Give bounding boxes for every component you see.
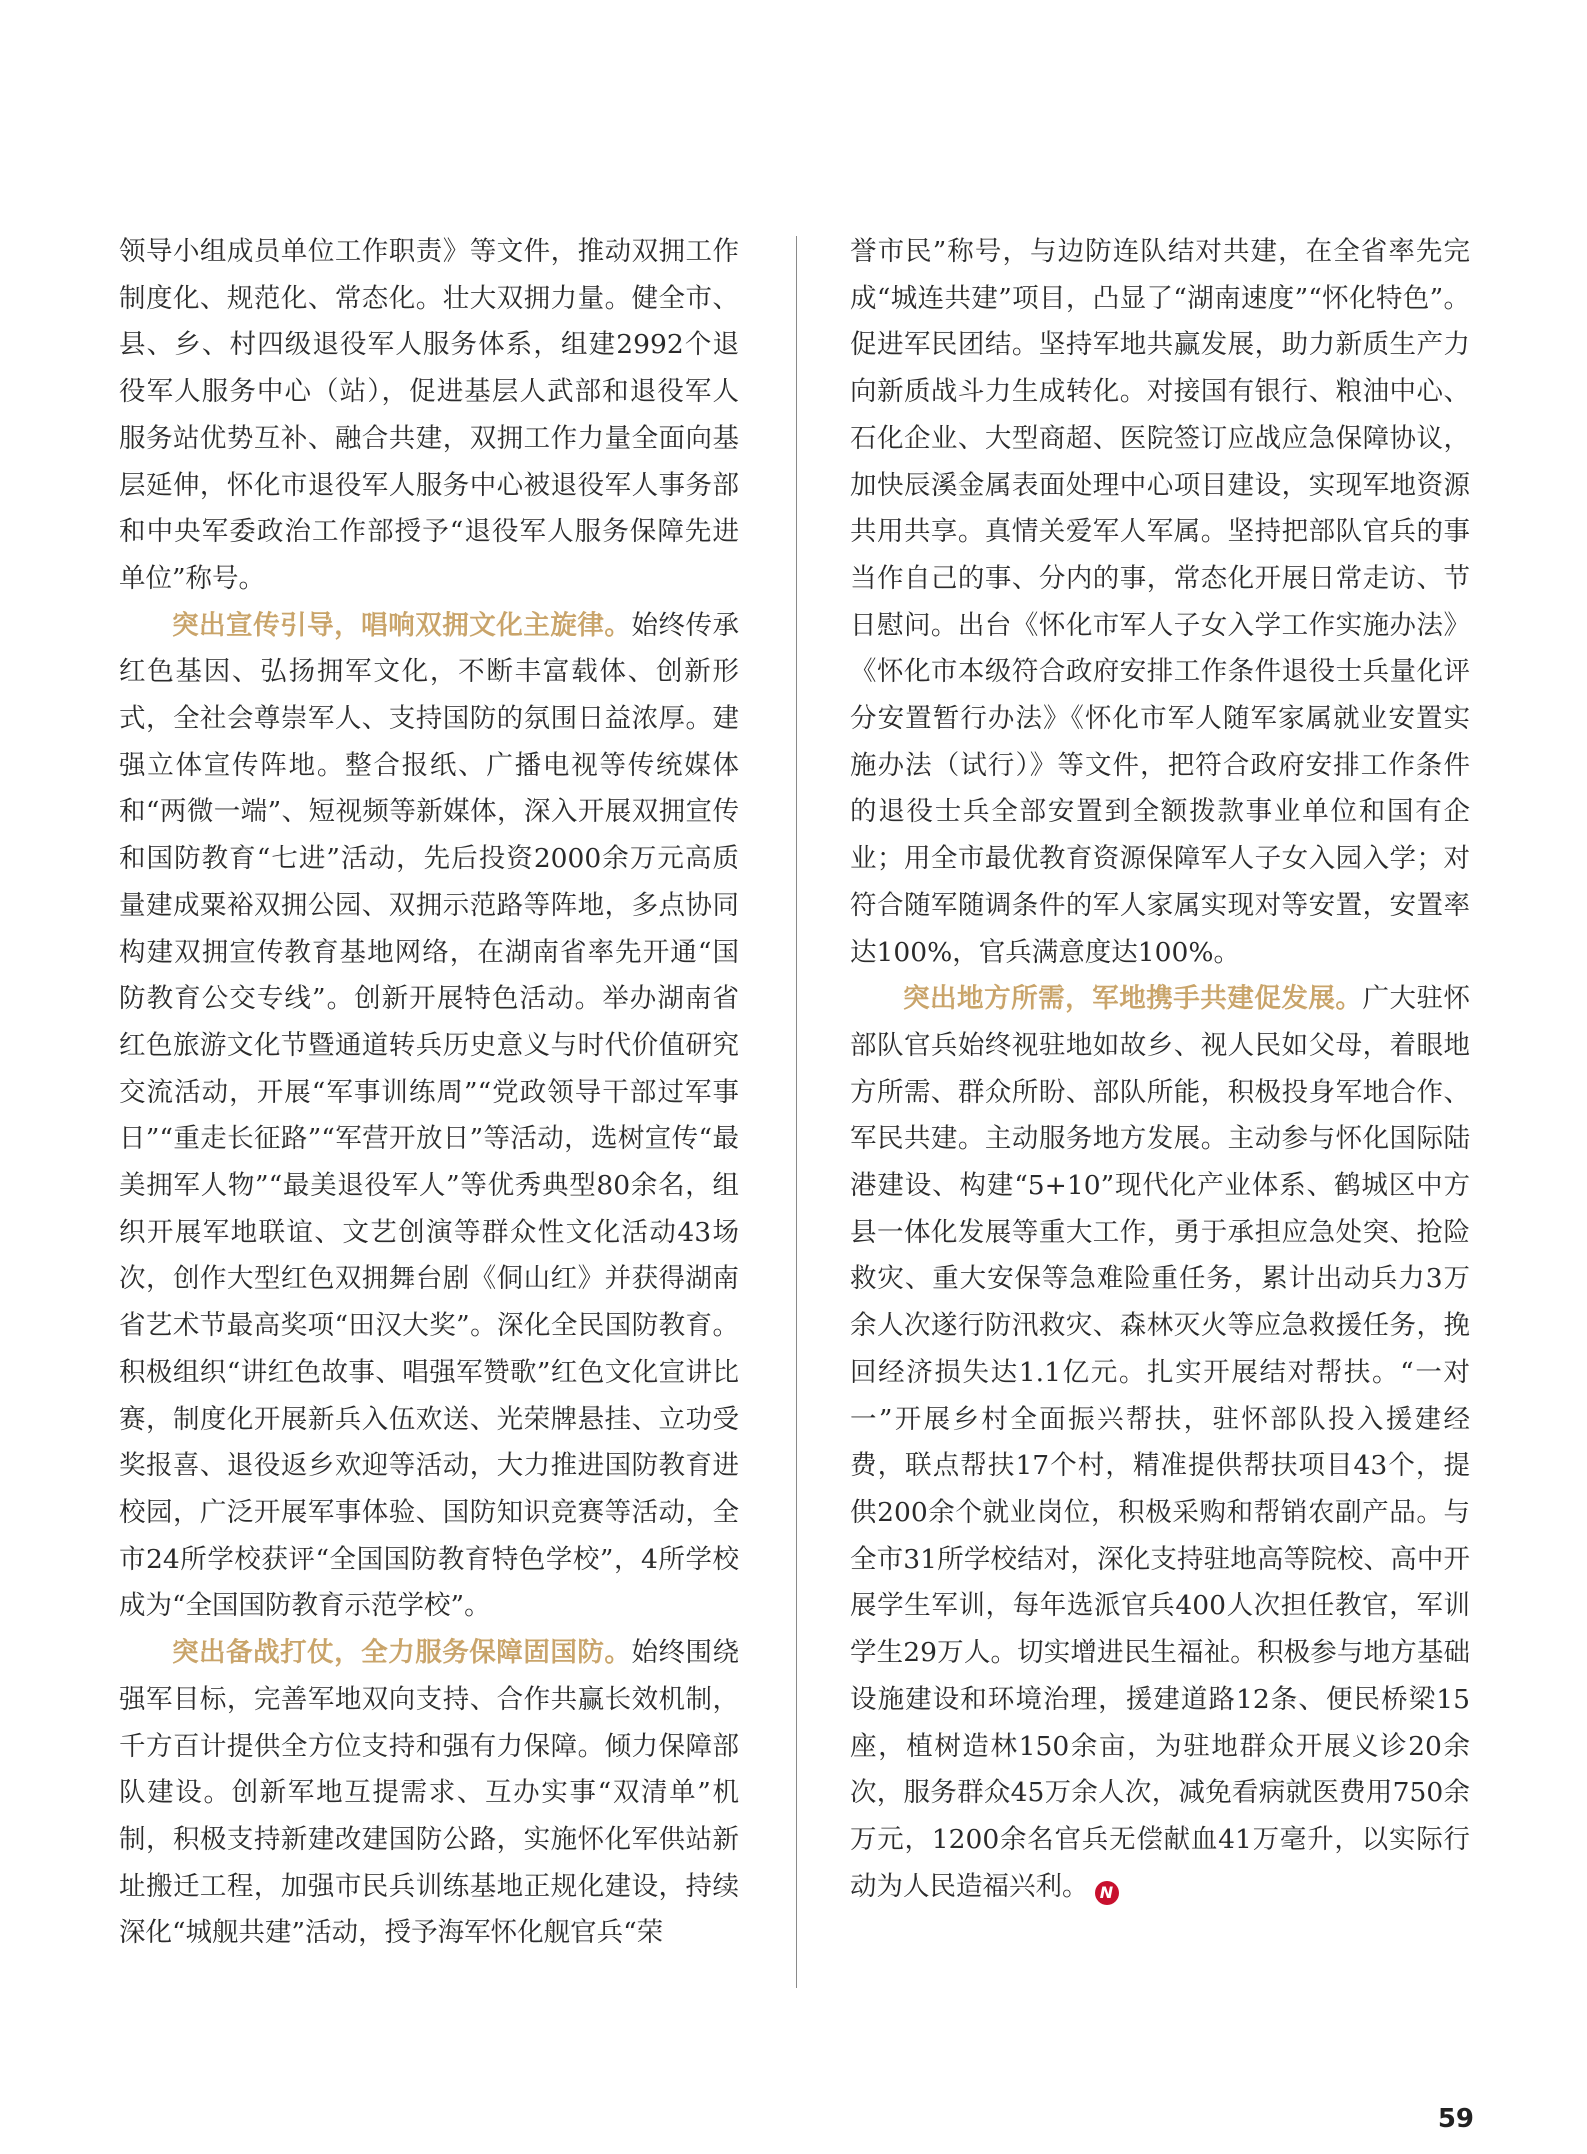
left-paragraph-1: 领导小组成员单位工作职责》等文件，推动双拥工作制度化、规范化、常态化。壮大双拥力量。健全市、县、乡、村四级退役军人服务体系，组建2992个退役军人服务中心（站），促进基层人武部和退役军人服务站优势互补、融合共建，双拥工作力量全面向基层延伸，怀化市退役军人服务中心被退役军人事务部和中央军委政治工作部授予“退役军人服务保障先进单位”称号。 (119, 236, 739, 594)
column-divider (796, 236, 797, 1988)
section-heading-defense: 突出备战打仗，全力服务保障固国防。 (172, 1637, 632, 1669)
page-number: 59 (1437, 2104, 1474, 2134)
left-paragraph-2 (119, 603, 739, 1630)
left-paragraph-3 (119, 1630, 739, 1957)
left-paragraph-3-body: 始终围绕强军目标，完善军地双向支持、合作共赢长效机制，千方百计提供全方位支持和强有力保障。倾力保障部队建设。创新军地互提需求、互办实事“双清单”机制，积极支持新建改建国防公路，实施怀化军供站新址搬迁工程，加强市民兵训练基地正规化建设，持续深化“城舰共建”活动，授予海军怀化舰官兵“荣 (119, 1637, 740, 1949)
section-heading-publicity: 突出宣传引导，唱响双拥文化主旋律。 (172, 609, 632, 641)
right-column (850, 229, 1470, 1910)
left-column (119, 229, 739, 1957)
section-heading-local-development: 突出地方所需，军地携手共建促发展。 (903, 983, 1363, 1015)
right-paragraph-1: 誉市民”称号，与边防连队结对共建，在全省率先完成“城连共建”项目，凸显了“湖南速度”“怀化特色”。促进军民团结。坚持军地共赢发展，助力新质生产力向新质战斗力生成转化。对接国有银行、粮油中心、石化企业、大型商超、医院签订应战应急保障协议，加快辰溪金属表面处理中心项目建设，实现军地资源共用共享。真情关爱军人军属。坚持把部队官兵的事当作自己的事、分内的事，常态化开展日常走访、节日慰问。出台《怀化市军人子女入学工作实施办法》《怀化市本级符合政府安排工作条件退役士兵量化评分安置暂行办法》《怀化市军人随军家属就业安置实施办法（试行）》等文件，把符合政府安排工作条件的退役士兵全部安置到全额拨款事业单位和国有企业；用全市最优教育资源保障军人子女入园入学；对符合随军随调条件的军人家属实现对等安置，安置率达100%，官兵满意度达100%。 (850, 236, 1470, 968)
left-paragraph-2-body: 始终传承红色基因、弘扬拥军文化，不断丰富载体、创新形式，全社会尊崇军人、支持国防的氛围日益浓厚。建强立体宣传阵地。整合报纸、广播电视等传统媒体和“两微一端”、短视频等新媒体，深入开展双拥宣传和国防教育“七进”活动，先后投资2000余万元高质量建成粟裕双拥公园、双拥示范路等阵地，多点协同构建双拥宣传教育基地网络，在湖南省率先开通“国防教育公交专线”。创新开展特色活动。举办湖南省红色旅游文化节暨通道转兵历史意义与时代价值研究交流活动，开展“军事训练周”“党政领导干部过军事日”“重走长征路”“军营开放日”等活动，选树宣传“最美拥军人物”“最美退役军人”等优秀典型80余名，组织开展军地联谊、文艺创演等群众性文化活动43场次，创作大型红色双拥舞台剧《侗山红》并获得湖南省艺术节最高奖项“田汉大奖”。深化全民国防教育。积极组织“讲红色故事、唱强军赞歌”红色文化宣讲比赛，制度化开展新兵入伍欢送、光荣牌悬挂、立功受奖报喜、退役返乡欢迎等活动，大力推进国防教育进校园，广泛开展军事体验、国防知识竞赛等活动，全市24所学校获评“全国国防教育特色学校”，4所学校成为“全国国防教育示范学校”。 (119, 609, 740, 1622)
right-paragraph-2 (850, 976, 1470, 1910)
end-mark-icon: N (1095, 1881, 1119, 1905)
right-paragraph-2-body: 广大驻怀部队官兵始终视驻地如故乡、视人民如父母，着眼地方所需、群众所盼、部队所能，积极投身军地合作、军民共建。主动服务地方发展。主动参与怀化国际陆港建设、构建“5+10”现代化产业体系、鹤城区中方县一体化发展等重大工作，勇于承担应急处突、抢险救灾、重大安保等急难险重任务，累计出动兵力3万余人次遂行防汛救灾、森林灭火等应急救援任务，挽回经济损失达1.1亿元。扎实开展结对帮扶。“一对一”开展乡村全面振兴帮扶，驻怀部队投入援建经费，联点帮扶17个村，精准提供帮扶项目43个，提供200余个就业岗位，积极采购和帮销农副产品。与全市31所学校结对，深化支持驻地高等院校、高中开展学生军训，每年选派官兵400人次担任教官，军训学生29万人。切实增进民生福祉。积极参与地方基础设施建设和环境治理，援建道路12条、便民桥梁15座，植树造林150余亩，为驻地群众开展义诊20余次，服务群众45万余人次，减免看病就医费用750余万元，1200余名官兵无偿献血41万毫升，以实际行动为人民造福兴利。 (850, 983, 1471, 1902)
